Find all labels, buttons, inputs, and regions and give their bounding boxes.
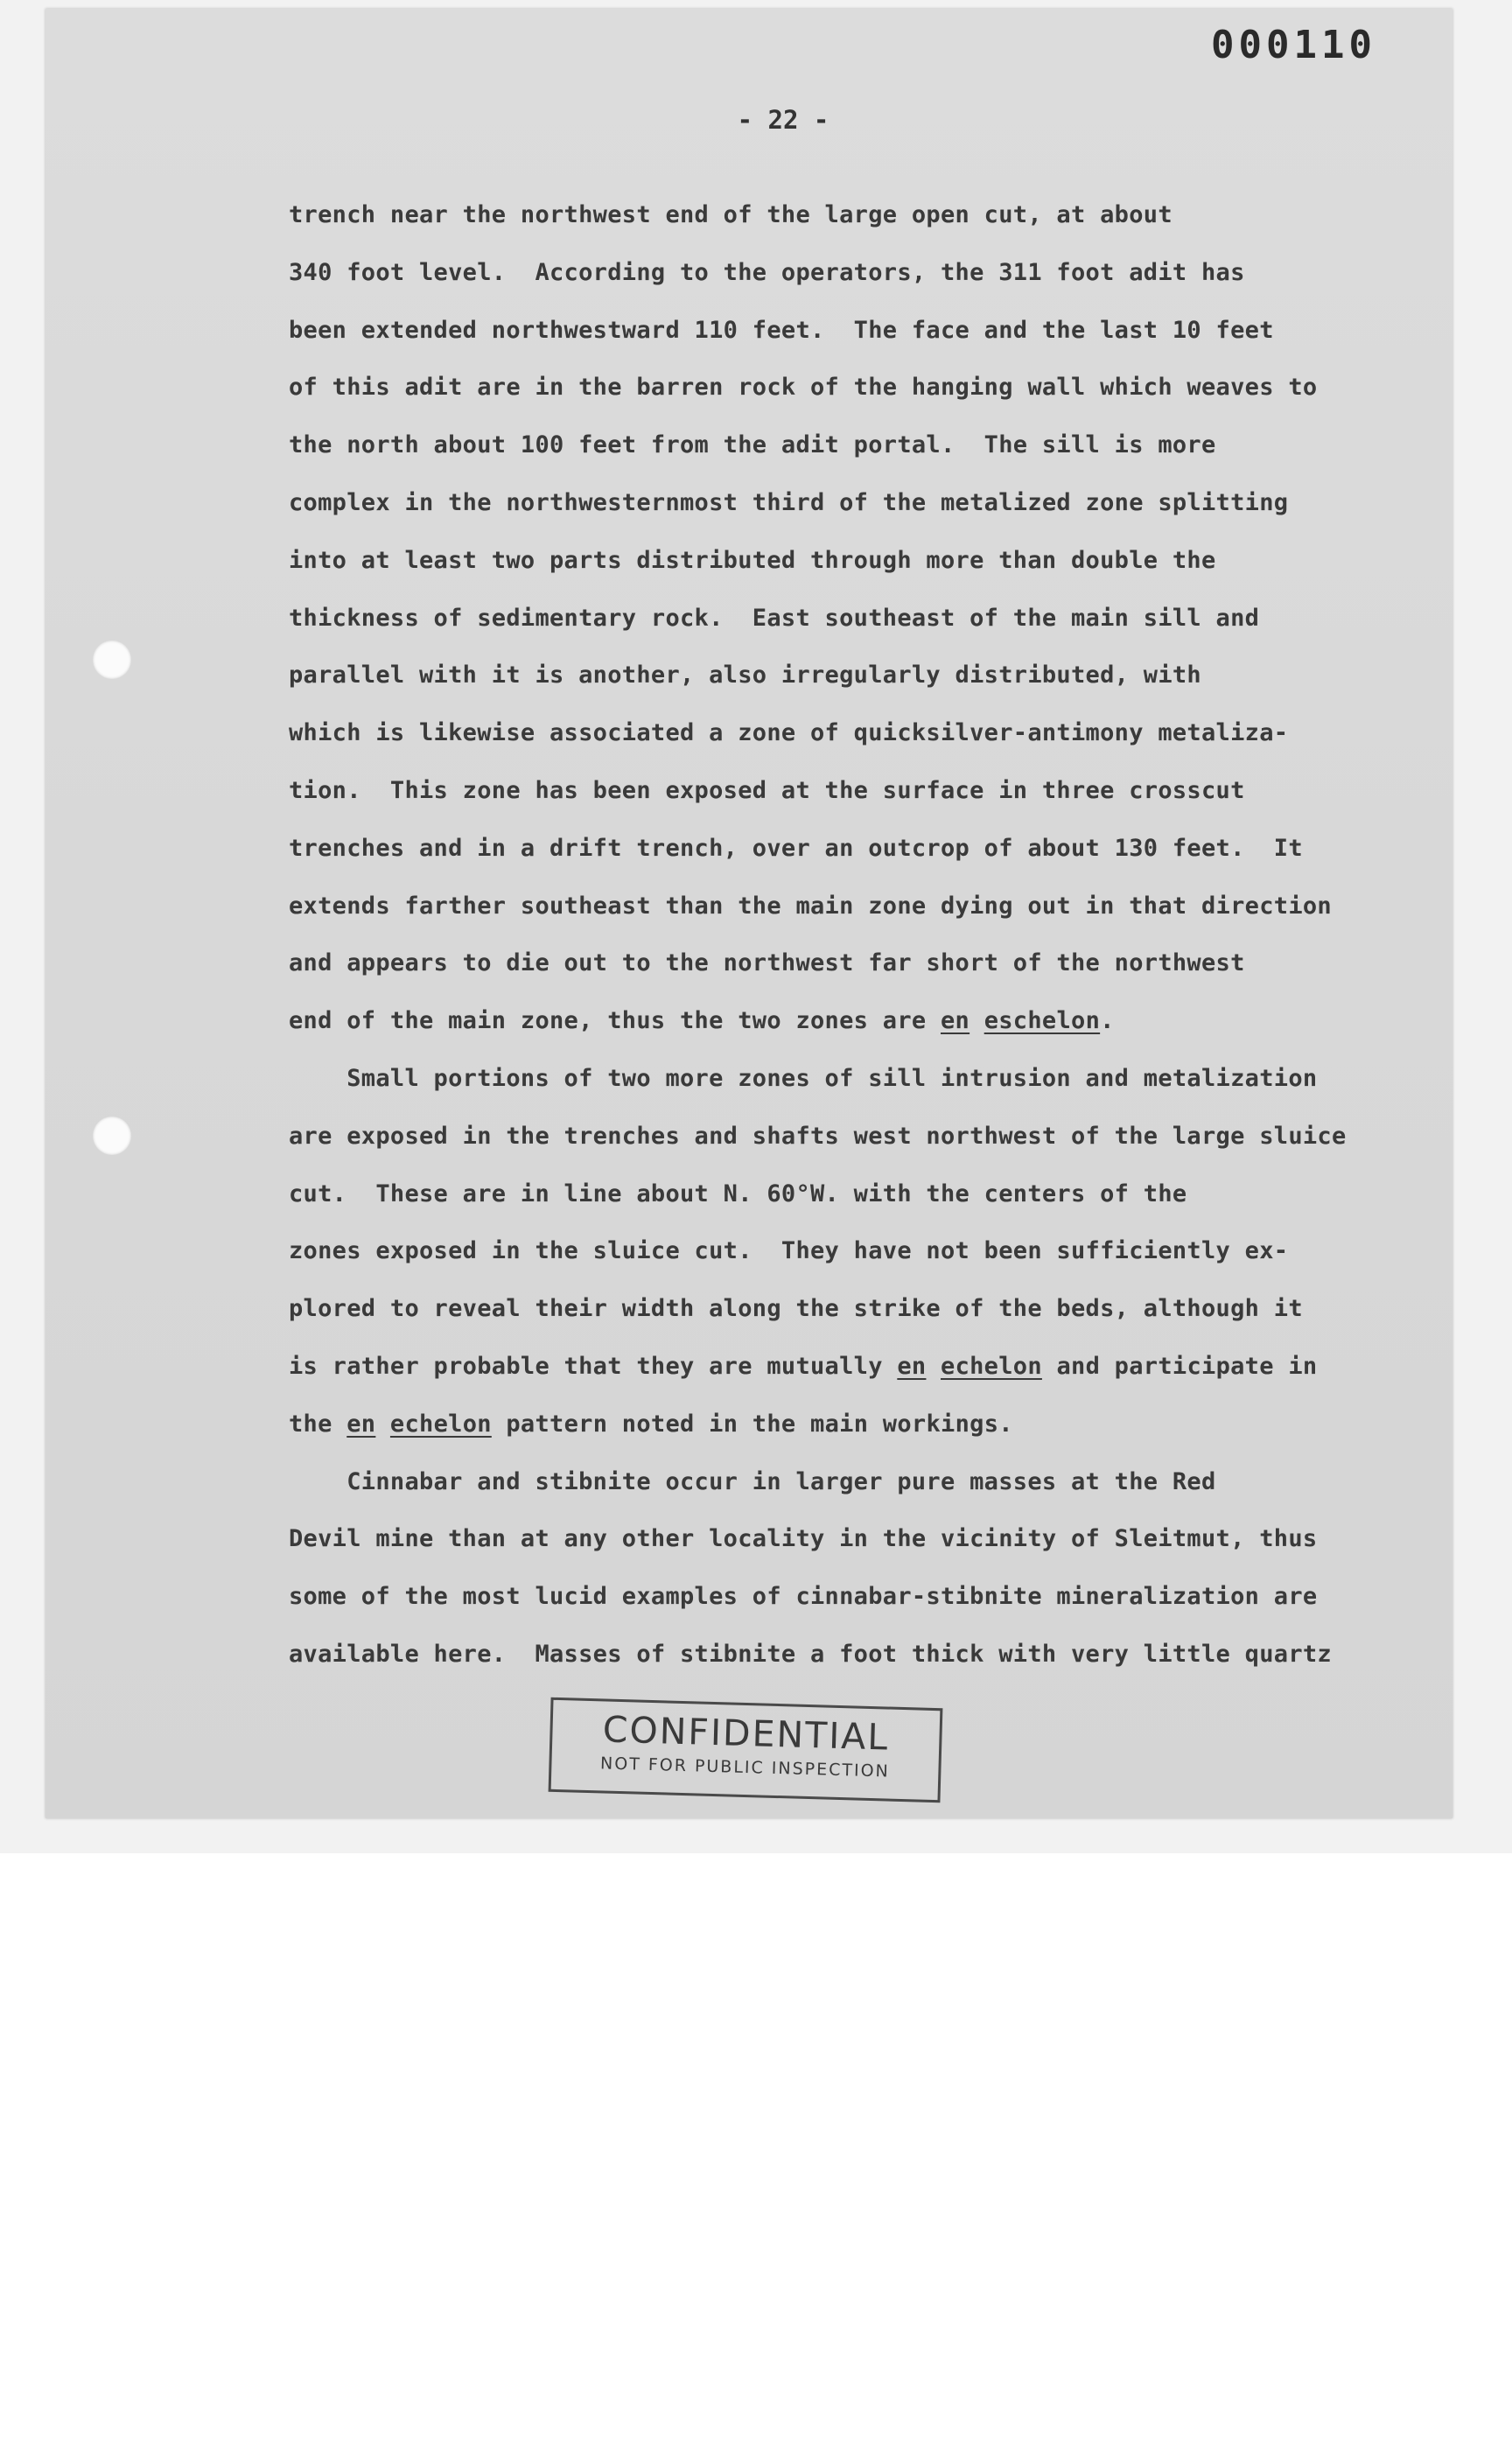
text-segment: and participate in [1041,1352,1318,1380]
text-line [289,992,1426,1050]
underlined-term: echelon [941,1352,1042,1380]
text-line: 340 foot level. According to the operators, the 311 foot adit has [289,258,1245,286]
punch-hole-bottom [93,1116,131,1155]
text-line: the north about 100 feet from the adit portal. The sill is more [289,431,1216,459]
text-line: available here. Masses of stibnite a foot thick with very little quartz [289,1640,1332,1668]
text-line: into at least two parts distributed through more than double the [289,546,1216,574]
text-segment: pattern noted in the main workings. [491,1410,1013,1438]
text-line: Small portions of two more zones of sill intrusion and metalization [289,1064,1318,1092]
text-line [289,1338,1426,1396]
page-number: - 22 - [737,105,830,135]
confidential-stamp [549,1698,943,1802]
text-line: extends farther southeast than the main zone dying out in that direction [289,892,1332,920]
text-line: are exposed in the trenches and shafts west northwest of the large sluice [289,1122,1347,1150]
text-segment: . [1100,1007,1115,1035]
text-line: been extended northwestward 110 feet. The face and the last 10 feet [289,316,1274,344]
underlined-term: en [346,1410,376,1438]
text-line: trench near the northwest end of the large open cut, at about [289,201,1172,228]
text-line: some of the most lucid examples of cinnabar-stibnite mineralization are [289,1583,1318,1611]
punch-hole-top [93,640,131,679]
text-line: thickness of sedimentary rock. East southeast of the main sill and [289,604,1260,632]
document-number: 000110 [1211,23,1376,67]
text-line: which is likewise associated a zone of quicksilver-antimony metaliza- [289,719,1289,747]
text-line: cut. These are in line about N. 60°W. with the centers of the [289,1180,1187,1208]
underlined-term: en [941,1007,970,1035]
stamp-title: CONFIDENTIAL [602,1708,890,1759]
text-line: Devil mine than at any other locality in the vicinity of Sleitmut, thus [289,1525,1318,1553]
text-line: zones exposed in the sluice cut. They have not been sufficiently ex- [289,1237,1289,1265]
document-body [289,186,1426,1684]
text-line [289,1396,1426,1453]
text-segment: the [289,1410,347,1438]
underlined-term: eschelon [984,1007,1101,1035]
text-line: and appears to die out to the northwest far short of the northwest [289,949,1245,977]
text-line: plored to reveal their width along the strike of the beds, although it [289,1295,1303,1323]
text-line: parallel with it is another, also irregularly distributed, with [289,662,1201,690]
underlined-term: en [897,1352,927,1380]
text-line: complex in the northwesternmost third of the metalized zone splitting [289,488,1289,516]
text-line: of this adit are in the barren rock of the hanging wall which weaves to [289,374,1318,402]
text-line: trenches and in a drift trench, over an outcrop of about 130 feet. It [289,834,1303,862]
stamp-subtitle: NOT FOR PUBLIC INSPECTION [599,1754,891,1782]
text-segment: end of the main zone, thus the two zones are [289,1007,941,1035]
underlined-term: echelon [389,1410,492,1438]
text-line: tion. This zone has been exposed at the surface in three crosscut [289,776,1245,804]
text-segment: is rather probable that they are mutually [289,1352,898,1380]
text-line: Cinnabar and stibnite occur in larger pure masses at the Red [289,1467,1216,1495]
